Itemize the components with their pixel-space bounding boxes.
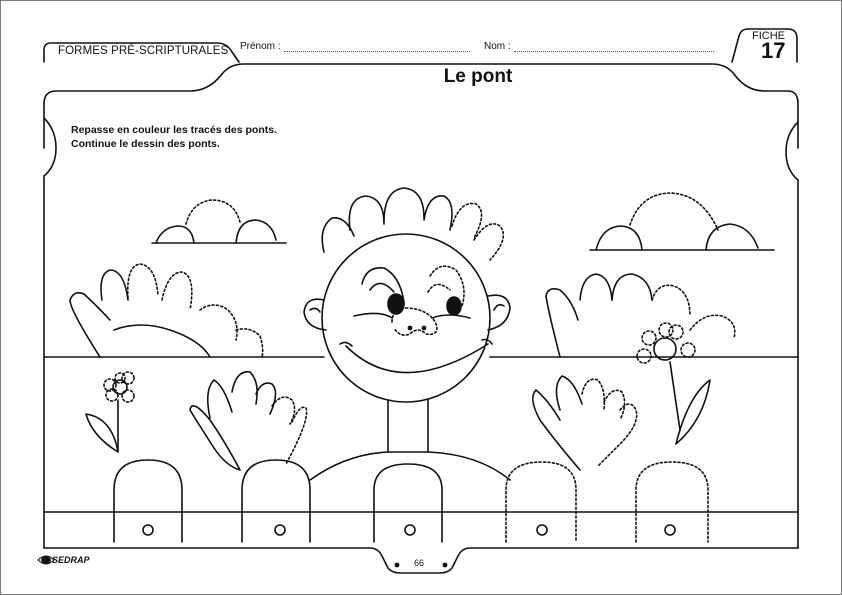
publisher-name: SEDRAP — [52, 555, 90, 565]
hand-back-right-icon — [546, 274, 735, 357]
nom-field[interactable] — [514, 51, 714, 52]
page-dot-right — [443, 563, 448, 568]
fiche-label: FICHE — [752, 30, 785, 42]
page-dot-left — [395, 563, 400, 568]
bridge-arch-4 — [506, 462, 576, 542]
worksheet-title: Le pont — [443, 66, 513, 87]
nom-label: Nom : — [484, 41, 511, 52]
bridge-arch-5 — [636, 462, 708, 542]
cloud-left-icon — [152, 200, 286, 243]
hand-front-left-icon — [190, 372, 307, 470]
bridge-arch-1 — [114, 460, 182, 542]
fiche-number: 17 — [761, 38, 786, 63]
page-number: 66 — [414, 558, 425, 568]
right-side-arc — [786, 122, 798, 180]
bridge-arch-3 — [374, 464, 442, 542]
left-side-arc — [44, 118, 56, 176]
hand-front-right-icon — [533, 376, 637, 470]
prenom-label: Prénom : — [240, 41, 281, 52]
hand-back-left-icon — [70, 264, 263, 357]
cloud-right-icon — [590, 193, 774, 250]
instruction-line-1: Repasse en couleur les tracés des ponts. — [71, 124, 278, 136]
prenom-field[interactable] — [284, 51, 470, 52]
boy-face-illustration — [304, 188, 510, 480]
bridge-arch-2 — [242, 460, 310, 542]
instruction-line-2: Continue le dessin des ponts. — [71, 138, 220, 150]
category-label: FORMES PRÉ-SCRIPTURALES — [58, 45, 229, 57]
flower-left-icon — [86, 372, 134, 452]
flower-right-icon — [637, 323, 710, 444]
